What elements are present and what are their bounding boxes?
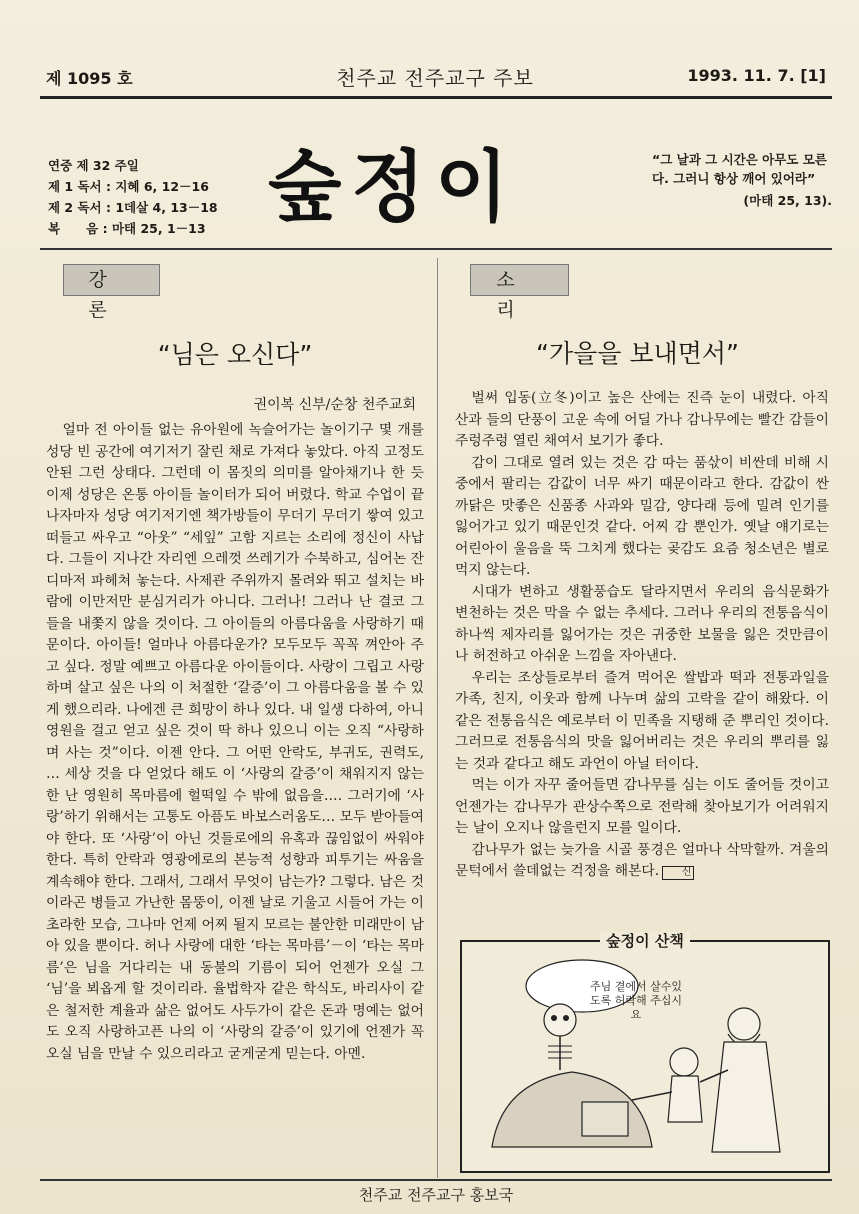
column-paragraph: 벌써 입동(立冬)이고 높은 산에는 진즉 눈이 내렸다. 아직 산과 들의 단풍이 고운 속에 어딜 가나 감나무에는 빨간 감들이 주렁주렁 열린 채여서 보기가 좋다. — [455, 390, 829, 449]
column-body — [455, 388, 829, 883]
second-reading: 제 2 독서 : 1데살 4, 13－18 — [48, 200, 218, 215]
jesus-figure — [728, 1008, 760, 1040]
homily-body — [46, 420, 424, 1065]
first-reading: 제 1 독서 : 지혜 6, 12－16 — [48, 179, 209, 194]
column-last-sentence: 감나무가 없는 늦가을 시골 풍경은 얼마나 삭막할까. 겨울의 문턱에서 쓸데없는 걱정을 해본다. — [455, 841, 829, 879]
column-paragraph: 시대가 변하고 생활풍습도 달라지면서 우리의 음식문화가 변천하는 것은 막을 수 없는 추세다. 그러나 우리의 전통음식이 하나씩 제자리를 잃어가는 것은 귀중한 보물을 잃은 것만큼이나 허전하고 아쉬운 느낌을 자아낸다. — [455, 583, 829, 664]
skull-icon — [544, 1004, 576, 1036]
column-title: “가을을 보내면서” — [536, 339, 739, 368]
masthead-title: 숲정이 — [268, 141, 519, 233]
header-row — [40, 66, 830, 92]
cartoon-title-text: 숲정이 산책 — [600, 932, 690, 950]
footer-rule — [40, 1179, 832, 1181]
paper-name: 천주교 전주교구 주보 — [336, 66, 534, 90]
column-paragraph: 먹는 이가 자꾸 줄어들면 감나무를 심는 이도 줄어들 것이고 언젠가는 감나무가 관상수쪽으로 전락해 찾아보기가 어려워지는 날이 오지나 않을런지 모를 일이다. — [455, 777, 829, 836]
column-paragraph: 우리는 조상들로부터 즐겨 먹어온 쌀밥과 떡과 전통과일을 가족, 친지, 이웃과 함께 나누며 삶의 고락을 같이 해왔다. 이 같은 전통음식은 예로부터 이 민족을 지탱해 준 뿌리인 것이다. 그러므로 전통음식의 맛을 잃어버리는 것은 우리의 뿌리를 잃는 것과 같다고 해도 과언이 아닐 터이다. — [455, 669, 829, 772]
speech-bubble-text: 주님 곁에서 살수있도록 허락해 주십시요 — [589, 980, 682, 1021]
masthead-rule — [40, 248, 832, 250]
section-label-voice — [470, 264, 569, 321]
author-stamp: 신 — [662, 866, 694, 880]
gospel-reading: 복 음 : 마태 25, 1－13 — [48, 221, 206, 236]
column-paragraph — [455, 840, 829, 883]
issue-number: 제 1095 호 — [46, 69, 133, 88]
homily-title: “님은 오신다” — [157, 340, 313, 369]
homily-author: 권이복 신부/순창 천주교회 — [253, 397, 416, 413]
scripture-quote — [652, 150, 832, 210]
quote-reference: (마태 25, 13). — [743, 193, 832, 208]
homily-paragraph: 얼마 전 아이들 없는 유아원에 녹슬어가는 놀이기구 몇 개를 성당 빈 공간에 여기저기 잘린 채로 가져다 놓았다. 아직 고정도 안된 그런 상태다. 그런데 이 몸짓의 의미를 알아채기나 한 듯 이제 성당은 온통 아이들 놀이터가 되어 버렸다. 학교 수업이 끝나자마자 성당 여기저기엔 책가방들이 무더기 무더기 쌓여 있고 떠들고 싸우고 “아웃” “세잎” 고함 지르는 소리에 정신이 사납다. 그들이 지나간 자리엔 으레껏 쓰레기가 수북하고, 심어논 잔디마저 파헤쳐 놓는다. 사제관 주위까지 몰려와 뛰고 설치는 바람에 이만저만 분심거리가 아니다. 그러나! 그러나 난 결코 그들을 내쫓지 않을 것이다. 그 아이들의 아름다움을 사랑하기 때문이다. 아이들! 얼마나 아름다운가? 모두모두 꼭꼭 껴안아 주고 싶다. 정말 예쁘고 아름다운 아이들이다. 사랑이 그립고 사랑하며 살고 싶은 나의 이 처절한 ‘갈증’이 그 아름다움을 볼 수 있게 했으리라. 나에겐 큰 희망이 하나 있다. 내 일생 다하여, 아니 영원을 걸고 얻고 싶은 것이 딱 하나 있으니 이는 오직 “사랑하며 사는 것”이다. 이젠 안다. 그 어떤 안락도, 부귀도, 권력도, … 세상 것을 다 얻었다 해도 이 ‘사랑의 갈증’이 채워지지 않는한 난 영원히 목마름에 헐떡일 수 밖에 없음을…. 그러기에 ‘사랑’하기 위해서는 고통도 아픔도 바보스러움도… 모두 받아들여야 한다. 또 ‘사랑’이 아닌 것들로에의 유혹과 끊임없이 싸워야 한다. 특히 안락과 영광에로의 본능적 성향과 피투기는 싸움을 계속해야 한다. 그래서, 그래서 무엇이 남는가? 그렇다. 남은 것이라곤 병들고 가난한 몸뚱이, 이젠 날로 기울고 시들어 가는 이 초라한 모습, 그나마 언제 어찌 될지 모르는 불안한 미래만이 남아 있을 뿐이다. 허나 사랑에 대한 ‘타는 목마름’－이 ‘타는 목마름’은 님을 거다리는 내 동불의 기름이 되어 언젠가 오실 그 ‘님’을 뵈옵게 할 것이리라. 율법학자 같은 학식도, 바리사이 같은 철저한 계율과 삶은 없어도 사두가이 같은 돈과 명예는 없어도 오직 사랑하고픈 나의 이 ‘사랑의 갈증’이 있기에 언젠가 꼭 오실 님을 만날 수 있으리라고 굳게굳게 믿는다. 아멘. — [46, 422, 424, 1062]
header-rule — [40, 96, 832, 99]
boy-figure — [670, 1048, 698, 1076]
sunday-label: 연중 제 32 주일 — [48, 158, 139, 173]
section-label-text: 소 리 — [496, 269, 543, 321]
section-label-text: 강 론 — [88, 269, 135, 321]
section-label-homily — [63, 264, 160, 321]
liturgy-readings — [48, 155, 218, 239]
cartoon-drawing — [462, 942, 824, 1167]
column-divider — [437, 258, 438, 1178]
box-icon — [582, 1102, 628, 1136]
issue-date: 1993. 11. 7. [1] — [687, 66, 826, 85]
cartoon-panel — [460, 932, 830, 1173]
column-paragraph: 감이 그대로 열려 있는 것은 감 따는 품삯이 비싼데 비해 시중에서 팔리는 감값이 너무 싸기 때문이라고 한다. 감값이 싼 까닭은 맛좋은 신품종 사과와 밀감, 양다래 등에 밀려 인기를 잃어가고 있기 때문인것 같다. 어찌 감 뿐인가. 옛날 얘기로는 어린아이 울음을 뚝 그치게 했다는 곶감도 요즘 청소년은 별로 먹지 않는다. — [455, 454, 829, 578]
quote-text: “그 날과 그 시간은 아무도 모른다. 그러니 항상 깨어 있어라” — [652, 152, 827, 186]
footer-publisher: 천주교 전주교구 홍보국 — [358, 1186, 514, 1204]
